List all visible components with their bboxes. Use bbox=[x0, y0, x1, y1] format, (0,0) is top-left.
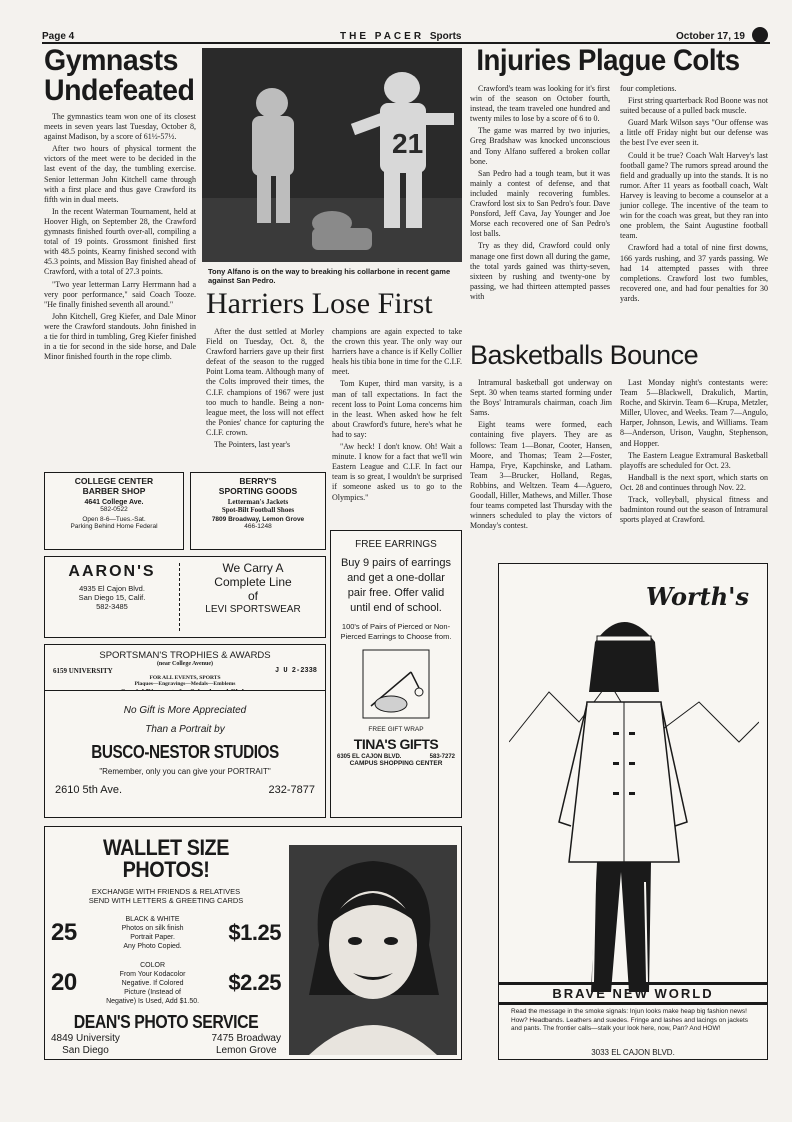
aarons-address-1: 4935 El Cajon Blvd. bbox=[79, 584, 145, 593]
gymnasts-headline-2: Undefeated bbox=[44, 74, 195, 107]
issue-date: October 17, 19 bbox=[676, 31, 745, 42]
barber-name-2: BARBER SHOP bbox=[82, 486, 146, 496]
deans-title-1: WALLET SIZE bbox=[103, 835, 229, 860]
basketball-p1: Intramural basketball got underway on Sept. 30 when teams started forming under the Boys' Intramurals chairman, coach Jim Sams. bbox=[470, 378, 612, 418]
trophies-subtitle: (near College Avenue) bbox=[156, 661, 214, 667]
berrys-line-2: Spot-Bilt Football Shoes bbox=[221, 506, 295, 514]
harriers-p4: Tom Kuper, third man varsity, is a man of tall expectations. In fact the recent loss to Point Loma concerns him in the least. When asked how he felt about Crawford's future, here's what he had to say: bbox=[332, 379, 462, 439]
basketball-p2: Eight teams were formed, each containing five players. They are as follows: Team 1—Bonar, Cooter, Hansen, Moore, and Thomas; Team 2—Foster, Hampa, Frye, Kapchinske, and Latham. Team 3—Brucker, Holland, Regas, Robbins, and Weltzen. Team 4—Aguero, Goodall, Hiller, Mathews, and Miller. Those four teams competed last Thursday with the winners scheduled to play the victors of Monday's contest. bbox=[470, 420, 612, 531]
worths-banner: BRAVE NEW WORLD bbox=[499, 982, 767, 1005]
deans-bw-4: Any Photo Copied. bbox=[123, 943, 182, 950]
tina-gift-wrap: FREE GIFT WRAP bbox=[368, 726, 424, 733]
busco-name: BUSCO-NESTOR STUDIOS bbox=[91, 742, 279, 762]
deans-color-3: Negative. If Colored bbox=[121, 979, 184, 987]
deans-bw-copy bbox=[122, 915, 184, 951]
photo-caption: Tony Alfano is on the way to breaking his collarbone in recent game against San Pedro. bbox=[208, 267, 451, 285]
busco-quote: "Remember, only you can give your PORTRAIT" bbox=[99, 767, 271, 776]
deans-bw-2: Photos on silk finish bbox=[121, 925, 184, 932]
basketball-p5: Handball is the next sport, which starts on Oct. 28 and continues through Nov. 22. bbox=[620, 472, 768, 492]
berrys-name-1: BERRY'S bbox=[239, 476, 277, 486]
harriers-p1: After the dust settled at Morley Field on Tuesday, Oct. 8, the Crawford harriers gave up their first defeat of the season to the rugged Point Loma team. Although many of the Colts improved their times, the C.I.F. champions of 1967 were just too much to handle. Being a non-league meet, the loss will not effect the Ponies' chance for capturing the C.I.F. crown. bbox=[206, 327, 324, 437]
injuries-p9: Crawford had a total of nine first downs, 166 yards rushing, and 37 yards passing. We had 14 attempted passes with three completions. Crawford lost two fumbles, recovered one, and had four penalties for 30 yards. bbox=[620, 243, 768, 303]
deans-color-2: From Your Kodacolor bbox=[119, 970, 186, 978]
busco-address: 2610 5th Ave. bbox=[55, 784, 123, 796]
trophies-address-row bbox=[53, 667, 317, 675]
deans-bw-row bbox=[51, 909, 281, 957]
tina-phone: 583-7272 bbox=[429, 754, 455, 760]
worths-address: 3033 EL CAJON BLVD. bbox=[591, 1048, 675, 1057]
deans-city-1: San Diego bbox=[62, 1045, 109, 1056]
trophies-events: FOR ALL EVENTS, SPORTS bbox=[149, 675, 221, 681]
injuries-col-1 bbox=[470, 84, 610, 304]
deans-color-copy bbox=[106, 961, 199, 1006]
injuries-p2: The game was marred by two injuries, Greg Bradshaw was knocked unconscious and Tony Alfano suffered a broken collar bone. bbox=[470, 126, 610, 166]
gymnasts-article bbox=[44, 46, 196, 364]
injuries-p7: Guard Mark Wilson says "Our offense was a little off Friday night but our defense was the best I've ever seen it. bbox=[620, 118, 768, 148]
basketball-col-1 bbox=[470, 378, 612, 533]
page-corner-mark bbox=[752, 27, 768, 43]
fashion-illustration bbox=[509, 572, 759, 1012]
basketball-headline: Basketballs Bounce bbox=[470, 340, 699, 370]
injuries-p6: First string quarterback Rod Boone was not suited because of a pulled back muscle. bbox=[620, 96, 768, 116]
aarons-divider bbox=[179, 563, 180, 631]
gymnasts-p4: "Two year letterman Larry Herrmann had a very poor performance," said Coach Tooze. "He finally finished seventh all around." bbox=[44, 279, 196, 309]
deans-bw-qty: 25 bbox=[51, 919, 77, 946]
berrys-line-1: Letterman's Jackets bbox=[227, 498, 289, 506]
ad-berrys bbox=[190, 472, 326, 550]
gymnasts-p3: In the recent Waterman Tournament, held at Hoover High, on September 28, the Crawford gymnasts finished fourth over-all, compiling a total of 19 points. Grossmont finished first with 48.5 points, Kearny finished second with 45.3 points, and Mission Bay finished ahead of Crawford, with a total of 27.3 points. bbox=[44, 206, 196, 277]
deans-color-4: Picture (Instead of bbox=[124, 988, 181, 996]
levi-line-2: Complete Line bbox=[214, 575, 292, 589]
deans-subtitle-2: SEND WITH LETTERS & GREETING CARDS bbox=[88, 896, 244, 905]
basketball-p4: The Eastern League Extramural Basketball playoffs are scheduled for Oct. 23. bbox=[620, 450, 768, 470]
busco-address-row bbox=[55, 784, 315, 796]
ad-tinas-gifts bbox=[330, 530, 462, 818]
gymnasts-p2: After two hours of physical torment the victors of the meet were to be decided in the last event of the day, the tumbling exercise. Senior letterman John Kitchell came through with a first place and thus gave Crawford its fifth win in dual meets. bbox=[44, 144, 196, 204]
ad-barber-shop bbox=[44, 472, 184, 550]
deans-color-qty: 20 bbox=[51, 969, 77, 996]
barber-hours: Open 8-6—Tues.-Sat. bbox=[82, 516, 146, 523]
trophies-items: Plaques—Engravings—Medals—Emblems bbox=[134, 681, 236, 687]
deans-addresses bbox=[51, 1033, 281, 1057]
deans-color-row bbox=[51, 957, 281, 1009]
busco-line-2: Than a Portrait by bbox=[145, 724, 225, 735]
basketball-p3: Last Monday night's contestants were: Team 5—Blackwell, Drakulich, Martin, Roche, and Skirvin. Team 6—Krupa, Metzler, Miller, Ulovec, and Weeks. Team 7—Angulo, Harper, Johnson, Lewis, and Williams. Team 8—Anderson, Urison, Vaughn, Stephenson, and Hopper. bbox=[620, 378, 768, 448]
aarons-address-2: San Diego 15, Calif. bbox=[78, 593, 146, 602]
deans-title-2: PHOTOS! bbox=[122, 857, 210, 882]
ad-worths bbox=[498, 563, 768, 1060]
earring-display-illustration bbox=[361, 648, 431, 720]
harriers-col-2 bbox=[332, 327, 462, 505]
deans-name: DEAN'S PHOTO SERVICE bbox=[73, 1012, 259, 1032]
deans-bw-1: BLACK & WHITE bbox=[125, 916, 180, 923]
tina-title: FREE EARRINGS bbox=[355, 539, 437, 550]
barber-name-1: COLLEGE CENTER bbox=[74, 476, 154, 486]
ad-deans-photo bbox=[44, 826, 462, 1060]
busco-phone: 232-7877 bbox=[268, 784, 315, 796]
levi-line-3: of bbox=[247, 589, 258, 603]
tina-address: 6305 EL CAJON BLVD. bbox=[337, 754, 402, 760]
aarons-name: AARON'S bbox=[68, 563, 156, 580]
harriers-headline: Harriers Lose First bbox=[206, 287, 433, 320]
harriers-p5: "Aw heck! I don't know. Oh! Wait a minute. I know for a fact that we'll win Eastern League and C.I.F. In fact our team is so great, I wouldn't be surprised if someone asked us to go to the Olympics." bbox=[332, 442, 462, 502]
tina-offer: Buy 9 pairs of earrings and get a one-dollar pair free. Offer valid until end of school. bbox=[340, 557, 452, 614]
gymnasts-headline-1: Gymnasts bbox=[44, 44, 179, 77]
gymnasts-p5: John Kitchell, Greg Kiefer, and Dale Minor were the Crawford standouts. John finished in a tie for third in tumbling, Greg Kiefer finished in a tie for second in the side horse, and Dale Minor finished fourth in the rope climb. bbox=[44, 311, 196, 362]
deans-subtitle-1: EXCHANGE WITH FRIENDS & RELATIVES bbox=[91, 887, 241, 896]
busco-line-1: No Gift is More Appreciated bbox=[123, 705, 247, 716]
football-photo bbox=[202, 48, 462, 262]
harriers-col-1 bbox=[206, 327, 324, 452]
injuries-p1: Crawford's team was looking for it's first win of the season on October fourth, instead, the team traveled one hundred and twenty miles to lose by a score of 6 to 0. bbox=[470, 84, 610, 124]
trophies-title: SPORTSMAN'S TROPHIES & AWARDS bbox=[99, 650, 271, 661]
levi-line-4: LEVI SPORTSWEAR bbox=[205, 604, 301, 615]
page-number: Page 4 bbox=[42, 31, 75, 42]
basketball-p6: Track, volleyball, physical fitness and badminton round out the season of Intramural sports played at Crawford. bbox=[620, 495, 768, 525]
harriers-p2: The Pointers, last year's bbox=[214, 440, 291, 450]
levi-copy bbox=[181, 561, 325, 617]
aarons-phone: 582-3485 bbox=[96, 602, 128, 611]
svg-text:21: 21 bbox=[392, 128, 424, 159]
berrys-line-3: 7809 Broadway, Lemon Grove bbox=[211, 516, 305, 523]
deans-color-price: $2.25 bbox=[228, 970, 281, 995]
deans-address-1: 4849 University bbox=[51, 1033, 120, 1044]
trophies-phone: J U 2-2338 bbox=[274, 667, 317, 675]
injuries-p3: San Pedro had a tough team, but it was mainly a contest of defense, and that included mainly recovering fumbles. Crawford lost six to San Pedro's four. Dave Ponsford, Jeff Cava, Jay Younger and Joe Morse each recovered one of San Pedro's lost balls. bbox=[470, 168, 610, 239]
paper-title: THE PACER Sports bbox=[340, 31, 462, 42]
ad-aarons bbox=[44, 556, 326, 638]
deans-color-5: Negative) Is Used, Add $1.50. bbox=[106, 997, 200, 1005]
deans-bw-3: Portrait Paper. bbox=[130, 934, 175, 941]
gymnasts-body bbox=[44, 112, 196, 362]
injuries-p5: four completions. bbox=[620, 84, 677, 93]
injuries-headline: Injuries Plague Colts bbox=[476, 44, 740, 77]
barber-parking: Parking Behind Home Federal bbox=[70, 523, 158, 530]
tina-pairs: 100's of Pairs of Pierced or Non-Pierced Earrings to Choose from. bbox=[340, 622, 452, 641]
berrys-name-2: SPORTING GOODS bbox=[218, 486, 298, 496]
harriers-p3: champions are again expected to take the crown this year. The only way our harriers have a chance is if Kelly Collier heals his tibia bone in time for the C.I.F. meet. bbox=[332, 327, 462, 377]
injuries-p8: Could it be true? Coach Walt Harvey's last football game? The rumors spread around the field and gradually up into the stands. It is no rumor. After 11 years as football coach, Walt Harvey is leaving to become a counselor at a junior college. The incentive of the team to win for the coach was great, but they ran into one problem, the Saint Augustine football team. bbox=[620, 150, 768, 241]
trophies-address: 6159 UNIVERSITY bbox=[53, 667, 113, 675]
basketball-col-2 bbox=[620, 378, 768, 527]
deans-bw-price: $1.25 bbox=[228, 920, 281, 945]
tina-center: CAMPUS SHOPPING CENTER bbox=[349, 760, 443, 767]
levi-line-1: We Carry A bbox=[222, 561, 284, 575]
deans-city-2: Lemon Grove bbox=[215, 1045, 277, 1056]
barber-address: 4641 College Ave. bbox=[84, 499, 144, 506]
deans-address-2: 7475 Broadway bbox=[211, 1033, 281, 1044]
ad-busco-nestor bbox=[44, 690, 326, 818]
worths-copy: Read the message in the smoke signals: Injun looks make heap big fashion news! How? Headbands. Leathers and suedes. Fringe and lashes and lacings on jackets and pants. The frontier calls—stalk your look here, now, Pan? And HOW! bbox=[511, 1008, 749, 1032]
tina-name: TINA'S GIFTS bbox=[353, 736, 439, 752]
gymnasts-p1: The gymnastics team won one of its closest meets in seven years last Tuesday, October 8, against Madison, by a score of 61½-57½. bbox=[44, 112, 196, 142]
berrys-line-4: 466-1248 bbox=[244, 523, 272, 530]
deans-color-1: COLOR bbox=[140, 961, 166, 969]
worths-logo: Worth's bbox=[645, 582, 749, 611]
portrait-photo bbox=[289, 845, 457, 1055]
barber-phone: 582-0522 bbox=[100, 506, 128, 513]
injuries-col-2 bbox=[620, 84, 768, 306]
injuries-p4: Try as they did, Crawford could only manage one first down all during the game, the total yards gained was thirty-seven, sixteen by rushing and twenty-one by passing, we had thirteen attempted passes with bbox=[470, 241, 610, 301]
